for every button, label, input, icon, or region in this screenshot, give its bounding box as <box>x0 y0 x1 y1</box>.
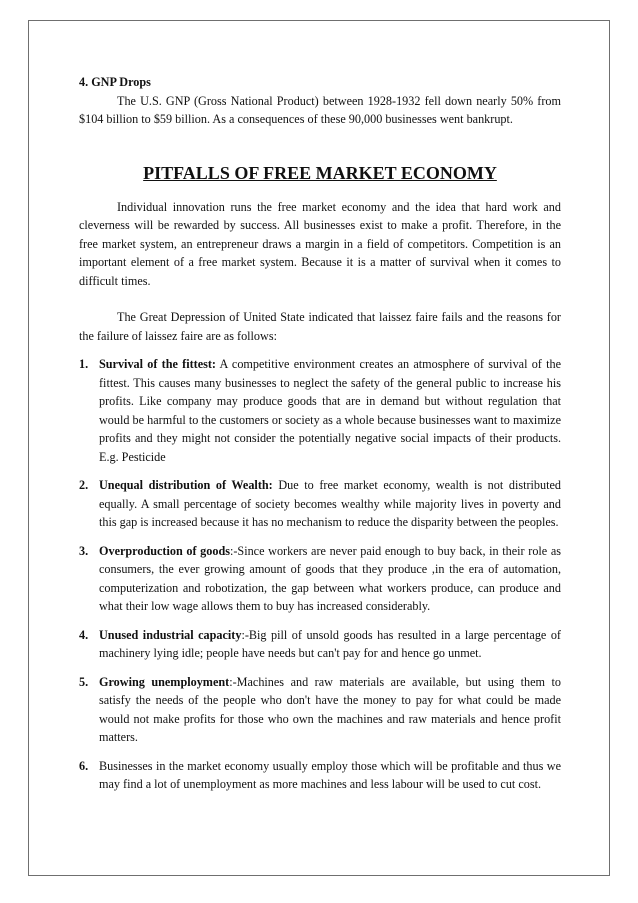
list-item-text: :-Machines and raw materials are available, but using them to satisfy the needs of the people who don't have the money to pay for what could be made would not make profits for those who own the machines and raw materials and hence profit matters. <box>99 674 561 744</box>
list-item-term: Growing unemployment <box>99 674 230 689</box>
list-item-term: Survival of the fittest: <box>99 357 216 371</box>
list-item-text: Businesses in the market economy usually employ those which will be profitable and thus we may find a lot of unemployment as more machines and less labour will be used to cut cost. <box>99 758 561 791</box>
list-item-number: 1. <box>79 357 89 371</box>
document-body <box>79 73 561 804</box>
page-title: PITFALLS OF FREE MARKET ECONOMY <box>143 162 497 183</box>
pitfalls-list <box>79 355 561 794</box>
list-item-text: Due to free market economy, wealth is not distributed equally. A small percentage of society becomes wealthy while majority lives in poverty and this gap is increased because it has no mechanism to reduce the disparity between the peoples. <box>99 478 561 529</box>
gnp-drops-heading: 4. GNP Drops <box>79 75 151 89</box>
list-item <box>79 626 561 663</box>
list-item-number: 4. <box>79 627 89 642</box>
list-item-number: 2. <box>79 478 89 492</box>
list-item-text: :-Big pill of unsold goods has resulted in a large percentage of machinery lying idle; people have needs but can't pay for and hence go unmet. <box>99 627 561 660</box>
list-item <box>79 355 561 466</box>
list-item-text: :-Since workers are never paid enough to buy back, in their role as consumers, the ever growing amount of goods that they produce ,in the era of automation, computerization and robotization, the gap between what workers produce, can produce and what their low wage allows them to buy has increased considerably. <box>99 543 561 613</box>
intro-paragraph: Individual innovation runs the free market economy and the idea that hard work and cleverness will be rewarded by success. All businesses exist to make a profit. Therefore, in the free market system, an entrepreneur draws a margin in a field of competitors. Competition is an important element of a free market system. Because it is a matter of survival when it comes to difficult times. <box>79 199 561 288</box>
list-item-number: 5. <box>79 674 89 689</box>
list-item-text: A competitive environment creates an atmosphere of survival of the fittest. This causes many businesses to neglect the safety of the general public to increase his profits. Like company may produce goods that are in demand but without regulation that would be harmful to the customers or society as a whole because businesses want to maximize profits and they might not consider the potentially negative social impacts of their products. E.g. Pesticide <box>99 357 561 464</box>
list-item <box>79 757 561 794</box>
list-item <box>79 673 561 747</box>
list-item-term: Overproduction of goods <box>99 543 230 558</box>
gnp-drops-paragraph: The U.S. GNP (Gross National Product) between 1928-1932 fell down nearly 50% from $104 billion to $59 billion. As a consequences of these 90,000 businesses went bankrupt. <box>79 93 561 126</box>
list-item-term: Unequal distribution of Wealth: <box>99 478 273 492</box>
list-item-number: 3. <box>79 543 89 558</box>
list-item-number: 6. <box>79 758 89 773</box>
list-item-term: Unused industrial capacity <box>99 627 242 642</box>
list-item <box>79 476 561 532</box>
great-depression-paragraph: The Great Depression of United State indicated that laissez faire fails and the reasons for the failure of laissez faire are as follows: <box>79 310 561 343</box>
list-item <box>79 542 561 616</box>
